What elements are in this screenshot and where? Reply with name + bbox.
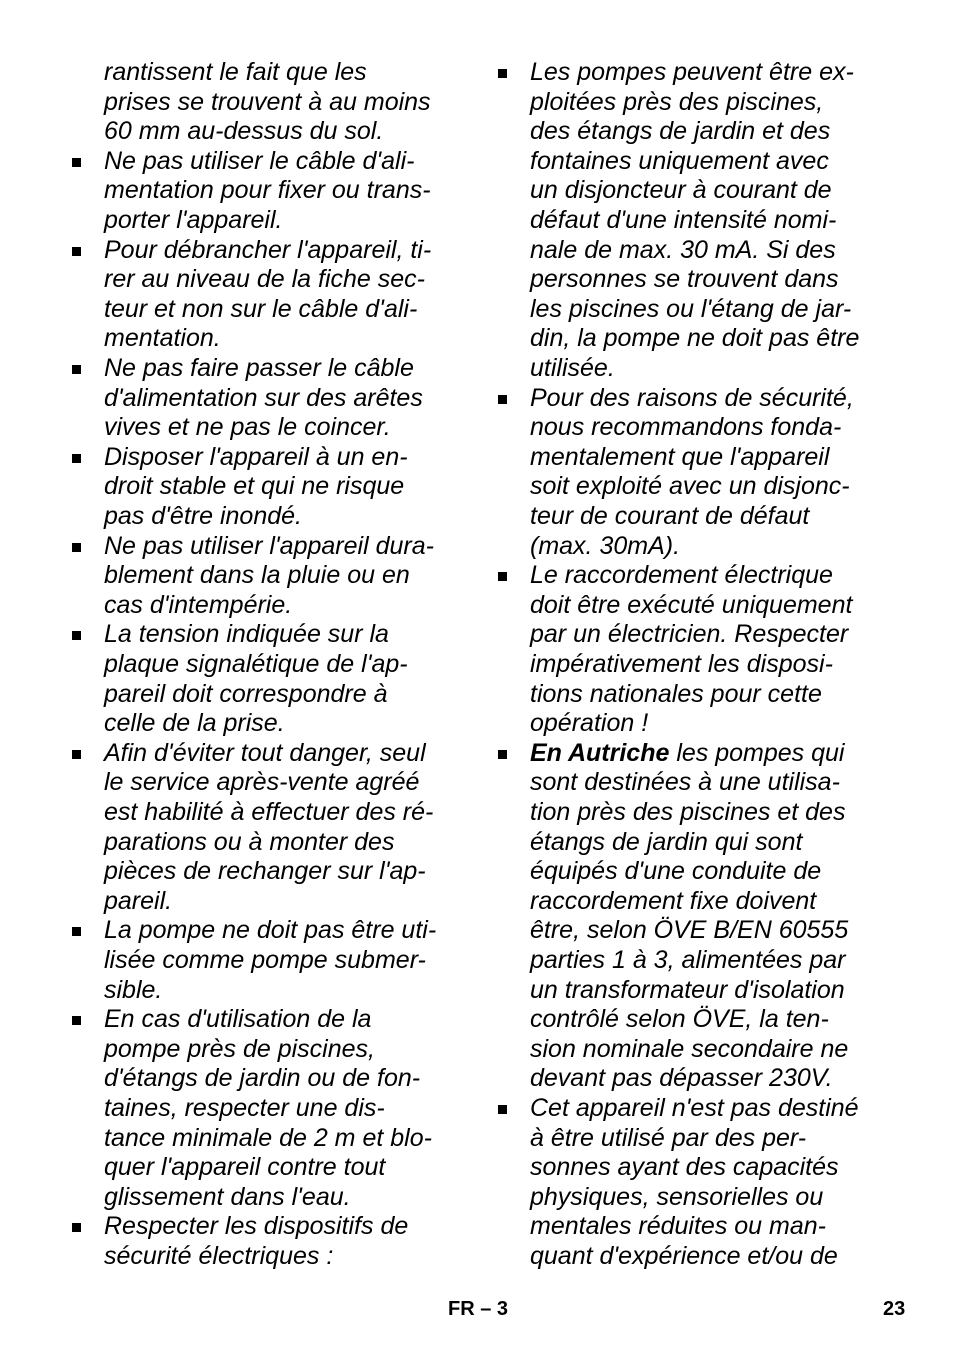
- line-text: celle de la prise.: [104, 709, 285, 738]
- line-text: des étangs de jardin et des: [530, 117, 831, 146]
- line-text: tance minimale de 2 m et blo-: [104, 1123, 432, 1152]
- line-text: mentation pour fixer ou trans-: [104, 176, 431, 205]
- line-text: d'étangs de jardin ou de fon-: [104, 1064, 421, 1093]
- line-text: contrôlé selon ÖVE, la ten-: [530, 1005, 829, 1034]
- line-text: impérativement les disposi-: [530, 650, 833, 678]
- line-text: pareil.: [104, 886, 173, 915]
- line-text: La tension indiquée sur la: [104, 620, 389, 649]
- line-text: sonnes ayant des capacités: [530, 1153, 839, 1182]
- line-text: utilisée.: [530, 354, 615, 382]
- line-text: pareil doit correspondre à: [104, 679, 388, 708]
- line-text: pas d'être inondé.: [104, 502, 302, 530]
- line-text: les piscines ou l'étang de jar-: [530, 294, 852, 323]
- bullet-square-icon: [72, 365, 81, 374]
- line-text: mentation.: [104, 324, 221, 353]
- bullet-square-icon: [72, 543, 81, 552]
- line-text: d'alimentation sur des arêtes: [104, 383, 423, 412]
- line-text: pompe près de piscines,: [104, 1034, 375, 1063]
- line-text: mentalement que l'appareil: [530, 442, 830, 471]
- line-text: parties 1 à 3, alimentées par: [530, 946, 846, 974]
- line-text: fontaines uniquement avec: [530, 146, 829, 175]
- line-text: teur et non sur le câble d'ali-: [104, 294, 418, 323]
- line-text: quant d'expérience et/ou de: [530, 1242, 838, 1270]
- bold-emphasis: En Autriche: [530, 738, 670, 767]
- line-text: Respecter les dispositifs de: [104, 1212, 409, 1241]
- line-text: droit stable et qui ne risque: [104, 472, 405, 501]
- bullet-square-icon: [72, 454, 81, 463]
- line-text: Les pompes peuvent être ex-: [530, 58, 854, 86]
- line-text: Le raccordement électrique: [530, 561, 833, 590]
- line-text: tion près des piscines et des: [530, 798, 846, 826]
- line-text: Ne pas faire passer le câble: [104, 354, 414, 382]
- line-text: vives et ne pas le coincer.: [104, 413, 391, 442]
- line-text: cas d'intempérie.: [104, 590, 293, 619]
- line-text: personnes se trouvent dans: [530, 265, 839, 294]
- line-text: Ne pas utiliser le câble d'ali-: [104, 146, 415, 175]
- line-text: lisée comme pompe submer-: [104, 946, 426, 974]
- line-text: étangs de jardin qui sont: [530, 827, 803, 856]
- line-text: glissement dans l'eau.: [104, 1182, 351, 1211]
- line-text: En cas d'utilisation de la: [104, 1005, 372, 1034]
- line-text: Disposer l'appareil à un en-: [104, 442, 408, 471]
- bullet-square-icon: [498, 395, 507, 404]
- bullet-square-icon: [72, 1016, 81, 1025]
- line-text: sécurité électriques :: [104, 1242, 334, 1270]
- line-text: un disjoncteur à courant de: [530, 176, 832, 205]
- page-number: 23: [883, 1298, 906, 1320]
- line-text: nale de max. 30 mA. Si des: [530, 235, 836, 264]
- line-text: est habilité à effectuer des ré-: [104, 798, 434, 826]
- line-text: Pour des raisons de sécurité,: [530, 383, 854, 412]
- line-text: sion nominale secondaire ne: [530, 1034, 849, 1063]
- bullet-square-icon: [72, 247, 81, 256]
- line-text: rantissent le fait que les: [104, 58, 367, 86]
- line-text: opération !: [530, 709, 649, 738]
- line-text-group: [530, 739, 844, 769]
- line-text: Afin d'éviter tout danger, seul: [104, 738, 426, 767]
- line-text: Cet appareil n'est pas destiné: [530, 1094, 859, 1122]
- line-text: Ne pas utiliser l'appareil dura-: [104, 531, 434, 560]
- bullet-square-icon: [72, 927, 81, 936]
- line-text: tions nationales pour cette: [530, 679, 822, 708]
- footer-section-label: FR – 3: [448, 1298, 509, 1320]
- line-text: raccordement fixe doivent: [530, 886, 817, 915]
- line-text: ploitées près des piscines,: [530, 87, 824, 116]
- line-text: porter l'appareil.: [104, 206, 283, 234]
- line-text: (max. 30mA).: [530, 531, 681, 560]
- line-text: les pompes qui: [669, 738, 845, 767]
- line-text: parations ou à monter des: [104, 827, 395, 856]
- line-text: teur de courant de défaut: [530, 502, 810, 530]
- line-text: sible.: [104, 975, 163, 1004]
- line-text: prises se trouvent à au moins: [104, 87, 431, 116]
- line-text: sont destinées à une utilisa-: [530, 768, 840, 797]
- line-text: doit être exécuté uniquement: [530, 590, 853, 619]
- line-text: défaut d'une intensité nomi-: [530, 206, 837, 234]
- line-text: din, la pompe ne doit pas être: [530, 324, 860, 353]
- line-text: soit exploité avec un disjonc-: [530, 472, 850, 501]
- bullet-square-icon: [72, 1223, 81, 1232]
- bullet-square-icon: [72, 750, 81, 759]
- line-text: pièces de rechanger sur l'ap-: [104, 857, 426, 886]
- line-text: être, selon ÖVE B/EN 60555: [530, 916, 849, 945]
- line-text: nous recommandons fonda-: [530, 413, 842, 442]
- line-text: par un électricien. Respecter: [530, 620, 849, 649]
- line-text: taines, respecter une dis-: [104, 1094, 385, 1122]
- line-text: quer l'appareil contre tout: [104, 1153, 386, 1182]
- line-text: plaque signalétique de l'ap-: [104, 650, 408, 678]
- line-text: rer au niveau de la fiche sec-: [104, 265, 426, 294]
- line-text: blement dans la pluie ou en: [104, 561, 410, 590]
- line-text: Pour débrancher l'appareil, ti-: [104, 235, 432, 264]
- bullet-square-icon: [498, 750, 507, 759]
- line-text: un transformateur d'isolation: [530, 975, 845, 1004]
- bullet-square-icon: [498, 572, 507, 581]
- bullet-square-icon: [72, 631, 81, 640]
- line-text: le service après-vente agréé: [104, 768, 420, 797]
- line-text: devant pas dépasser 230V.: [530, 1064, 833, 1093]
- line-text: 60 mm au-dessus du sol.: [104, 117, 384, 146]
- bullet-square-icon: [72, 158, 81, 167]
- bullet-square-icon: [498, 1105, 507, 1114]
- line-text: physiques, sensorielles ou: [530, 1182, 824, 1211]
- line-text: mentales réduites ou man-: [530, 1212, 826, 1241]
- bullet-square-icon: [498, 69, 507, 78]
- line-text: La pompe ne doit pas être uti-: [104, 916, 437, 945]
- line-text: à être utilisé par des per-: [530, 1123, 807, 1152]
- line-text: équipés d'une conduite de: [530, 857, 822, 886]
